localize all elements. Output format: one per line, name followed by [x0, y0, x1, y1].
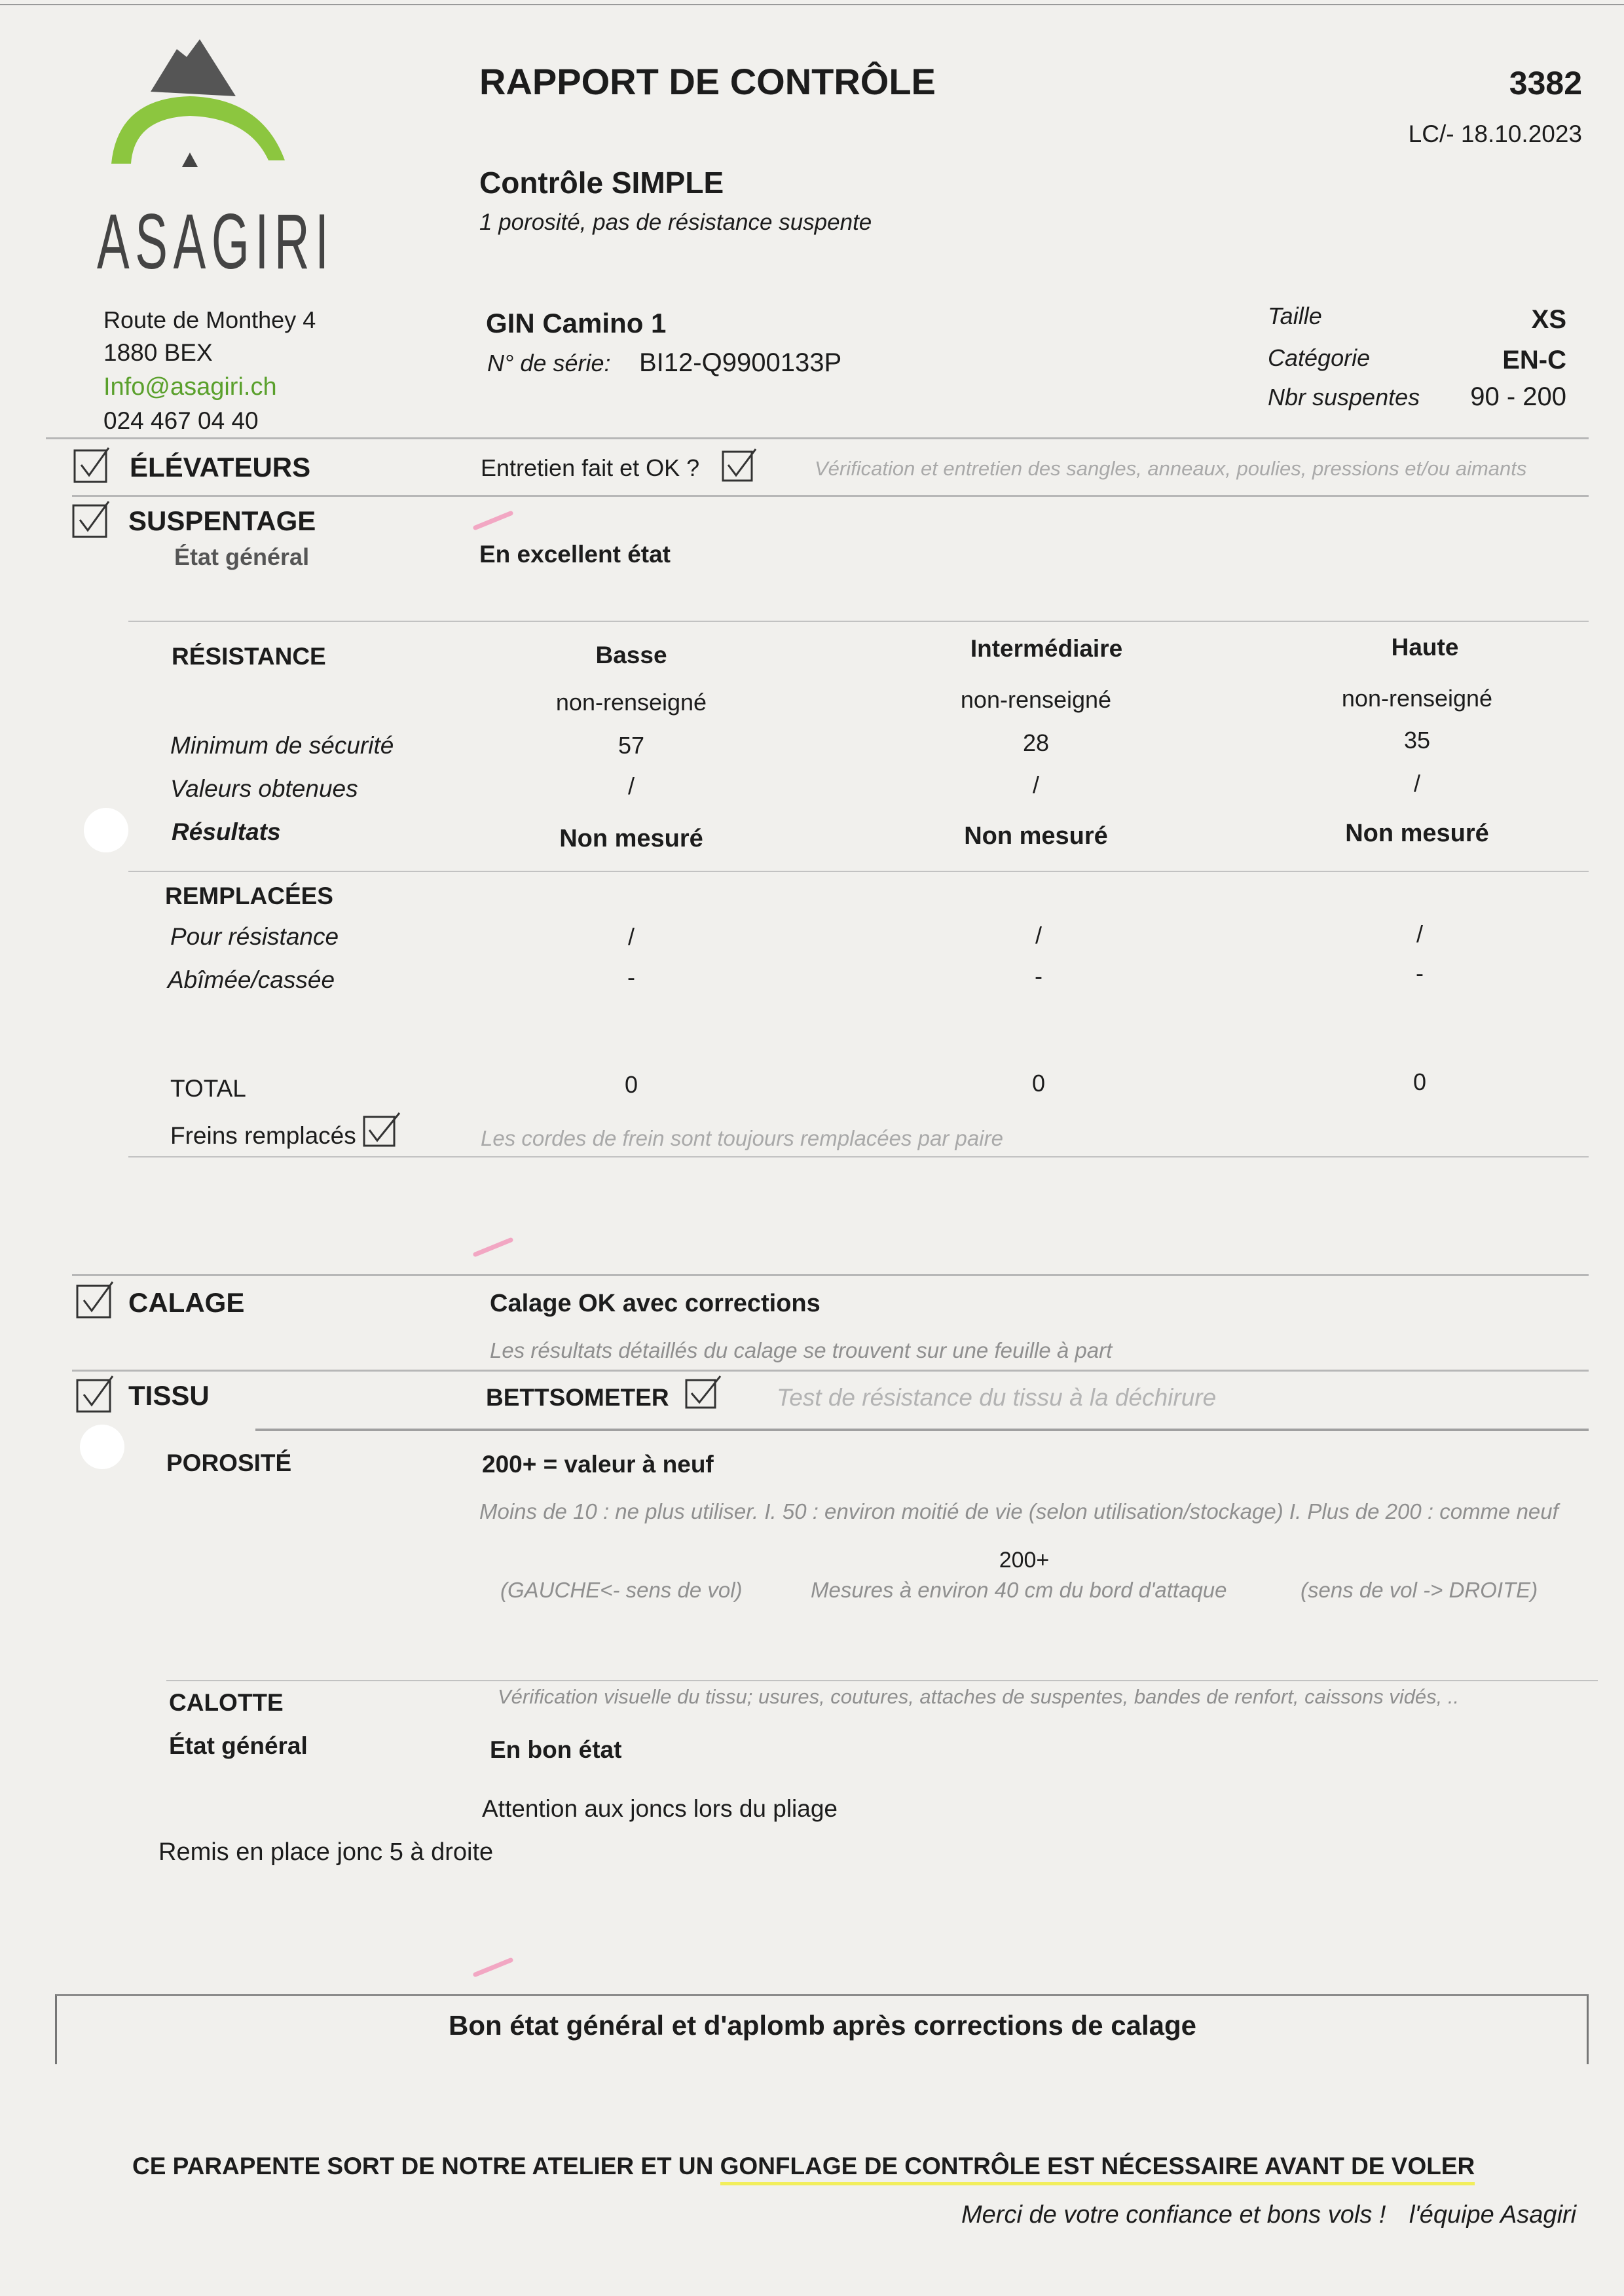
min-basse: 57: [618, 732, 645, 759]
min-haute: 35: [1403, 727, 1431, 754]
results-intermediaire: Non mesuré: [964, 822, 1108, 850]
footer-warning-part2: GONFLAGE DE CONTRÔLE EST NÉCESSAIRE AVANT DE VOLER: [720, 2153, 1475, 2185]
company-email[interactable]: Info@asagiri.ch: [103, 373, 277, 401]
resistance-title: RÉSISTANCE: [172, 643, 326, 670]
bettsometer-label: BETTSOMETER: [486, 1384, 669, 1411]
results-label: Résultats: [172, 818, 281, 845]
company-name: ASAGIRI: [97, 198, 335, 285]
remplacees-damaged-intermediaire: -: [1035, 962, 1043, 989]
tissu-title: TISSU: [128, 1380, 210, 1411]
calage-value: Calage OK avec corrections: [490, 1290, 821, 1317]
report-ref-date: LC/- 18.10.2023: [1408, 120, 1582, 147]
remplacees-resistance-basse: /: [627, 923, 635, 950]
bettsometer-checkbox[interactable]: [684, 1371, 724, 1412]
resistance-col-intermediaire: Intermédiaire: [970, 635, 1123, 662]
porosity-label: POROSITÉ: [166, 1449, 292, 1476]
lines-value: 90 - 200: [1470, 382, 1566, 411]
logo-arc: [111, 96, 285, 164]
calage-hint: Les résultats détaillés du calage se trouvent sur une feuille à part: [490, 1338, 1113, 1362]
pink-mark-icon: [473, 1958, 515, 1977]
suspentage-title: SUSPENTAGE: [128, 505, 316, 536]
min-label: Minimum de sécurité: [170, 732, 394, 759]
calotte-title: CALOTTE: [169, 1689, 284, 1716]
calage-checkbox[interactable]: [75, 1278, 117, 1320]
elevateurs-checkbox[interactable]: [73, 445, 113, 484]
elevateurs-hint: Vérification et entretien des sangles, anneaux, poulies, pressions et/ou aimants: [815, 457, 1527, 480]
total-label: TOTAL: [170, 1075, 246, 1102]
porosity-value: 200+ = valeur à neuf: [482, 1451, 714, 1478]
company-address-line1: Route de Monthey 4: [103, 306, 316, 333]
serial-value: BI12-Q9900133P: [639, 348, 842, 377]
elevateurs-title: ÉLÉVATEURS: [130, 452, 311, 483]
porosity-center-label: Mesures à environ 40 cm du bord d'attaque: [811, 1578, 1227, 1602]
punch-hole: [84, 808, 128, 852]
porosity-scale: Moins de 10 : ne plus utiliser. I. 50 : environ moitié de vie (selon utilisation/stockage) I. Plus de 200 : comme neuf: [479, 1499, 1559, 1523]
resistance-note-intermediaire: non-renseigné: [960, 686, 1112, 713]
results-basse: Non mesuré: [559, 825, 703, 852]
calotte-note: Attention aux joncs lors du pliage: [482, 1795, 838, 1822]
company-address-line2: 1880 BEX: [103, 339, 213, 366]
min-intermediaire: 28: [1022, 729, 1050, 756]
report-title: RAPPORT DE CONTRÔLE: [479, 61, 936, 102]
calotte-general-value: En bon état: [490, 1736, 622, 1763]
control-type: Contrôle SIMPLE: [479, 166, 724, 200]
footer-warning: [132, 2153, 1475, 2180]
porosity-right-label: (sens de vol -> DROITE): [1301, 1578, 1538, 1602]
size-label: Taille: [1268, 302, 1322, 329]
company-phone: 024 467 04 40: [103, 407, 259, 434]
obtained-label: Valeurs obtenues: [170, 775, 358, 802]
suspentage-general-value: En excellent état: [479, 541, 671, 568]
footer-warning-part1: CE PARAPENTE SORT DE NOTRE ATELIER ET UN: [132, 2153, 720, 2179]
pink-mark-icon: [473, 1237, 515, 1257]
porosity-measure-value: 200+: [999, 1548, 1050, 1573]
report-number: 3382: [1509, 65, 1582, 101]
remplacees-resistance-haute: /: [1416, 920, 1424, 947]
conclusion-text: Bon état général et d'aplomb après corrections de calage: [449, 2010, 1196, 2041]
remplacees-resistance-label: Pour résistance: [170, 923, 339, 950]
resistance-col-haute: Haute: [1391, 634, 1459, 661]
calotte-remark: Remis en place jonc 5 à droite: [158, 1838, 494, 1866]
remplacees-resistance-intermediaire: /: [1035, 922, 1043, 949]
obtained-basse: /: [627, 773, 635, 799]
category-value: EN-C: [1502, 346, 1566, 374]
elevateurs-question: Entretien fait et OK ?: [481, 454, 700, 481]
total-basse: 0: [624, 1071, 638, 1098]
calage-title: CALAGE: [128, 1287, 245, 1318]
size-value: XS: [1531, 305, 1566, 334]
logo-triangle: [182, 153, 198, 167]
category-label: Catégorie: [1268, 344, 1371, 371]
remplacees-damaged-label: Abîmée/cassée: [168, 966, 335, 993]
logo-mountain: [151, 39, 236, 96]
calotte-hint: Vérification visuelle du tissu; usures, coutures, attaches de suspentes, bandes de renfort, caissons vidés, ..: [498, 1685, 1460, 1708]
obtained-haute: /: [1413, 770, 1421, 797]
results-haute: Non mesuré: [1345, 820, 1489, 847]
brakes-checkbox[interactable]: [361, 1109, 402, 1150]
glider-model: GIN Camino 1: [486, 308, 667, 338]
total-intermediaire: 0: [1031, 1070, 1046, 1097]
tissu-checkbox[interactable]: [75, 1372, 117, 1414]
pink-mark-icon: [473, 511, 515, 530]
suspentage-general-label: État général: [174, 543, 310, 570]
remplacees-damaged-haute: -: [1416, 960, 1424, 987]
resistance-note-haute: non-renseigné: [1341, 685, 1493, 712]
bettsometer-hint: Test de résistance du tissu à la déchirure: [777, 1384, 1217, 1411]
resistance-col-basse: Basse: [595, 642, 667, 668]
control-note: 1 porosité, pas de résistance suspente: [479, 210, 872, 235]
elevateurs-ok-checkbox[interactable]: [722, 445, 761, 484]
remplacees-title: REMPLACÉES: [165, 883, 333, 909]
lines-label: Nbr suspentes: [1268, 384, 1420, 410]
punch-hole: [80, 1425, 124, 1469]
remplacees-damaged-basse: -: [627, 964, 635, 991]
porosity-left-label: (GAUCHE<- sens de vol): [500, 1578, 743, 1602]
brakes-label: Freins remplacés: [170, 1122, 356, 1149]
calotte-general-label: État général: [169, 1732, 308, 1759]
serial-label: N° de série:: [487, 350, 611, 376]
total-haute: 0: [1412, 1068, 1427, 1095]
footer-thanks: Merci de votre confiance et bons vols !: [961, 2201, 1386, 2229]
asagiri-logo: [105, 36, 288, 180]
brakes-hint: Les cordes de frein sont toujours remplacées par paire: [481, 1126, 1003, 1150]
suspentage-checkbox[interactable]: [72, 499, 113, 539]
footer-signature: l'équipe Asagiri: [1409, 2201, 1577, 2229]
resistance-note-basse: non-renseigné: [555, 689, 707, 716]
obtained-intermediaire: /: [1032, 771, 1040, 798]
